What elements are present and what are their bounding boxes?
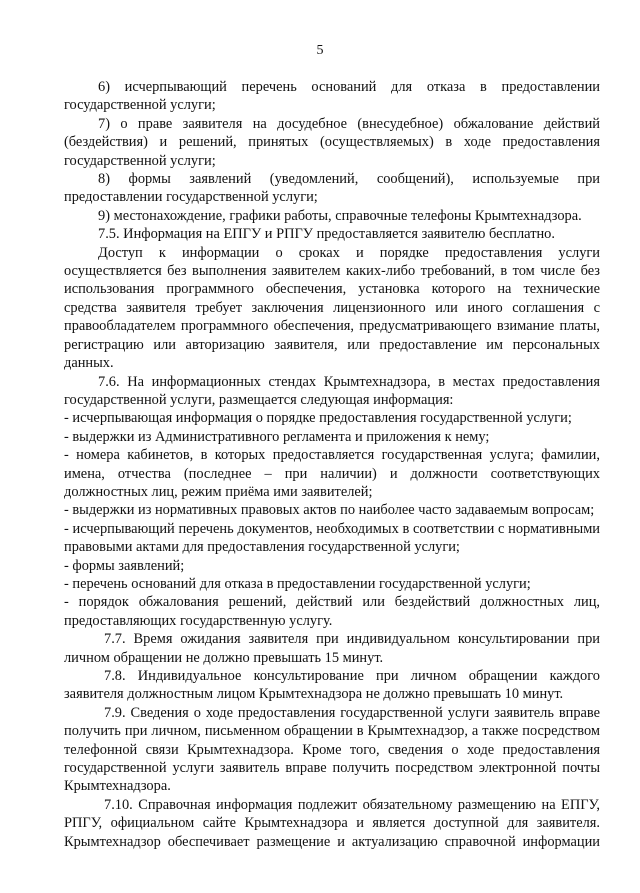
list-item-8: 8) формы заявлений (уведомлений, сообщений), используемые при предоставлении государственной услуги;	[64, 171, 600, 206]
clause-7-6: 7.6. На информационных стендах Крымтехнадзора, в местах предоставления государственной услуги, размещается следующая информация:	[64, 373, 600, 408]
page-number: 5	[316, 43, 324, 58]
document-body	[64, 78, 600, 851]
clause-7-8: 7.8. Индивидуальное консультирование при личном обращении каждого заявителя должностным лицом Крымтехнадзора не должно превышать 10 минут.	[64, 668, 600, 703]
stand-item-1: - исчерпывающая информация о порядке предоставления государственной услуги;	[64, 410, 572, 427]
stand-item-4: - выдержки из нормативных правовых актов по наиболее часто задаваемым вопросам;	[64, 502, 595, 519]
clause-7-10: 7.10. Справочная информация подлежит обязательному размещению на ЕПГУ, РПГУ, официальном сайте Крымтехнадзора и является доступной для заявителя. Крымтехнадзор обеспечивает размещение и актуализацию справочной информации	[64, 796, 600, 850]
stand-item-7: - перечень оснований для отказа в предоставлении государственной услуги;	[64, 575, 531, 592]
stand-item-8: - порядок обжалования решений, действий или бездействий должностных лиц, предоставляющих государственную услугу.	[64, 594, 600, 629]
stand-item-2: - выдержки из Административного регламента и приложения к нему;	[64, 428, 490, 445]
stand-item-3: - номера кабинетов, в которых предоставляется государственная услуга; фамилии, имена, отчества (последнее – при наличии) и должности соответствующих должностных лиц, режим приёма ими заявителей;	[64, 447, 600, 500]
clause-7-7: 7.7. Время ожидания заявителя при индивидуальном консультировании при личном обращении не должно превышать 15 минут.	[64, 631, 600, 666]
stand-item-5: - исчерпывающий перечень документов, необходимых в соответствии с нормативными правовыми актами для предоставления государственной услуги;	[64, 520, 600, 556]
clause-7-9: 7.9. Сведения о ходе предоставления государственной услуги заявитель вправе получить при личном, письменном обращении в Крымтехнадзор, а также посредством телефонной связи Крымтехнадзора. Кроме того, сведения о ходе предоставления государственной услуги заявитель вправе получить посредством электронной почты Крымтехнадзора.	[64, 704, 600, 795]
access-paragraph: Доступ к информации о сроках и порядке предоставления услуги осуществляется без выполнения заявителем каких-либо требований, в том числе без использования программного обеспечения, установка которого на технические средства заявителя требует заключения лицензионного или иного соглашения с правообладателем программного обеспечения, предусматривающего взимание платы, регистрацию или авторизацию заявителя, или предоставление им персональных данных.	[64, 244, 600, 372]
list-item-9: 9) местонахождение, графики работы, справочные телефоны Крымтехнадзора.	[98, 207, 582, 224]
clause-7-5: 7.5. Информация на ЕПГУ и РПГУ предоставляется заявителю бесплатно.	[98, 226, 555, 243]
stand-item-6: - формы заявлений;	[64, 557, 185, 574]
list-item-7: 7) о праве заявителя на досудебное (внесудебное) обжалование действий (бездействия) и решений, принятых (осуществляемых) в ходе предоставления государственной услуги;	[64, 115, 600, 169]
list-item-6: 6) исчерпывающий перечень оснований для отказа в предоставлении государственной услуги;	[64, 79, 600, 114]
